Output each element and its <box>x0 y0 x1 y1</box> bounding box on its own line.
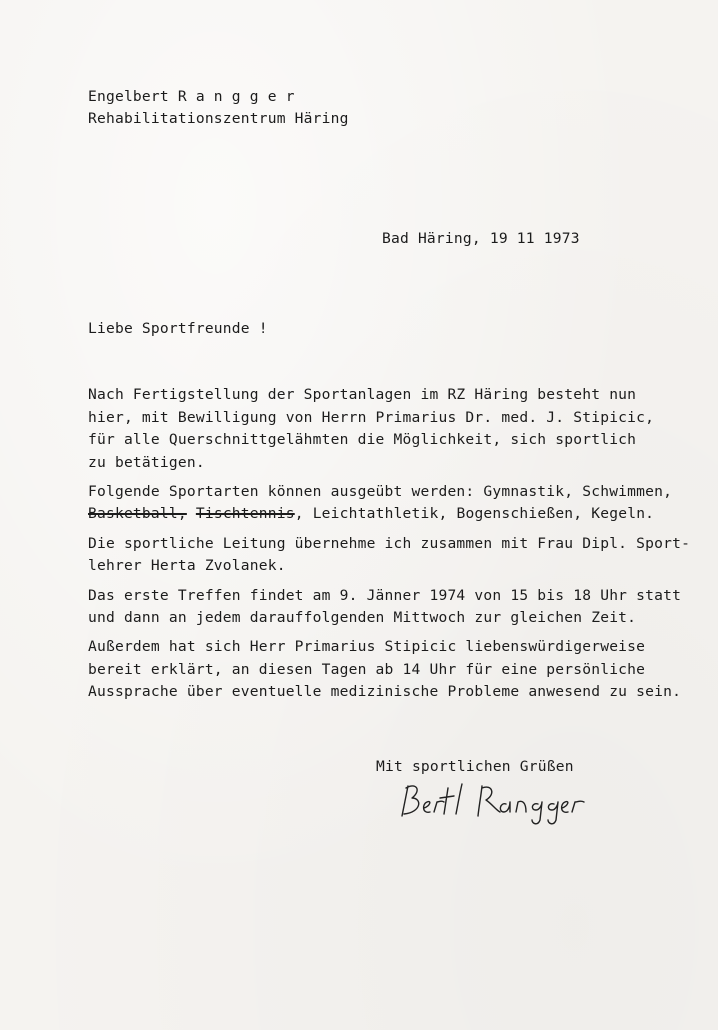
closing-greeting: Mit sportlichen Grüßen <box>376 758 574 775</box>
paragraph-1-line-4: zu betätigen. <box>88 454 205 471</box>
paragraph-5-line-3: Aussprache über eventuelle medizinische Probleme anwesend zu sein. <box>88 683 682 700</box>
paragraph-4-line-1: Das erste Treffen findet am 9. Jänner 1974 von 15 bis 18 Uhr statt <box>88 587 682 604</box>
paragraph-4-line-2: und dann an jedem darauffolgenden Mittwoch zur gleichen Zeit. <box>88 609 637 626</box>
paragraph-2-line-2 <box>88 505 654 523</box>
struck-sport-basketball: Basketball, <box>88 505 187 522</box>
paragraph-5-line-2: bereit erklärt, an diesen Tagen ab 14 Uhr für eine persönliche <box>88 661 646 678</box>
paragraph-3-line-2: lehrer Herta Zvolanek. <box>88 557 286 574</box>
paragraph-5-line-1: Außerdem hat sich Herr Primarius Stipicic liebenswürdigerweise <box>88 638 646 655</box>
sender-name: Engelbert R a n g g e r <box>88 88 295 105</box>
struck-sport-tischtennis: Tischtennis <box>195 505 295 522</box>
paragraph-1-line-3: für alle Querschnittgelähmten die Möglichkeit, sich sportlich <box>88 431 637 448</box>
paragraph-1-line-2: hier, mit Bewilligung von Herrn Primarius Dr. med. J. Stipicic, <box>88 409 655 426</box>
paragraph-2-line-1: Folgende Sportarten können ausgeübt werden: Gymnastik, Schwimmen, <box>88 483 673 500</box>
paragraph-2-line-2-rest: , Leichtathletik, Bogenschießen, Kegeln. <box>294 505 655 522</box>
salutation: Liebe Sportfreunde ! <box>88 320 268 337</box>
sender-organization: Rehabilitationszentrum Häring <box>88 110 349 127</box>
date-line: Bad Häring, 19 11 1973 <box>382 230 580 247</box>
paragraph-3-line-1: Die sportliche Leitung übernehme ich zusammen mit Frau Dipl. Sport- <box>88 535 691 552</box>
paragraph-1-line-1: Nach Fertigstellung der Sportanlagen im RZ Häring besteht nun <box>88 386 637 403</box>
handwritten-signature <box>392 778 592 828</box>
